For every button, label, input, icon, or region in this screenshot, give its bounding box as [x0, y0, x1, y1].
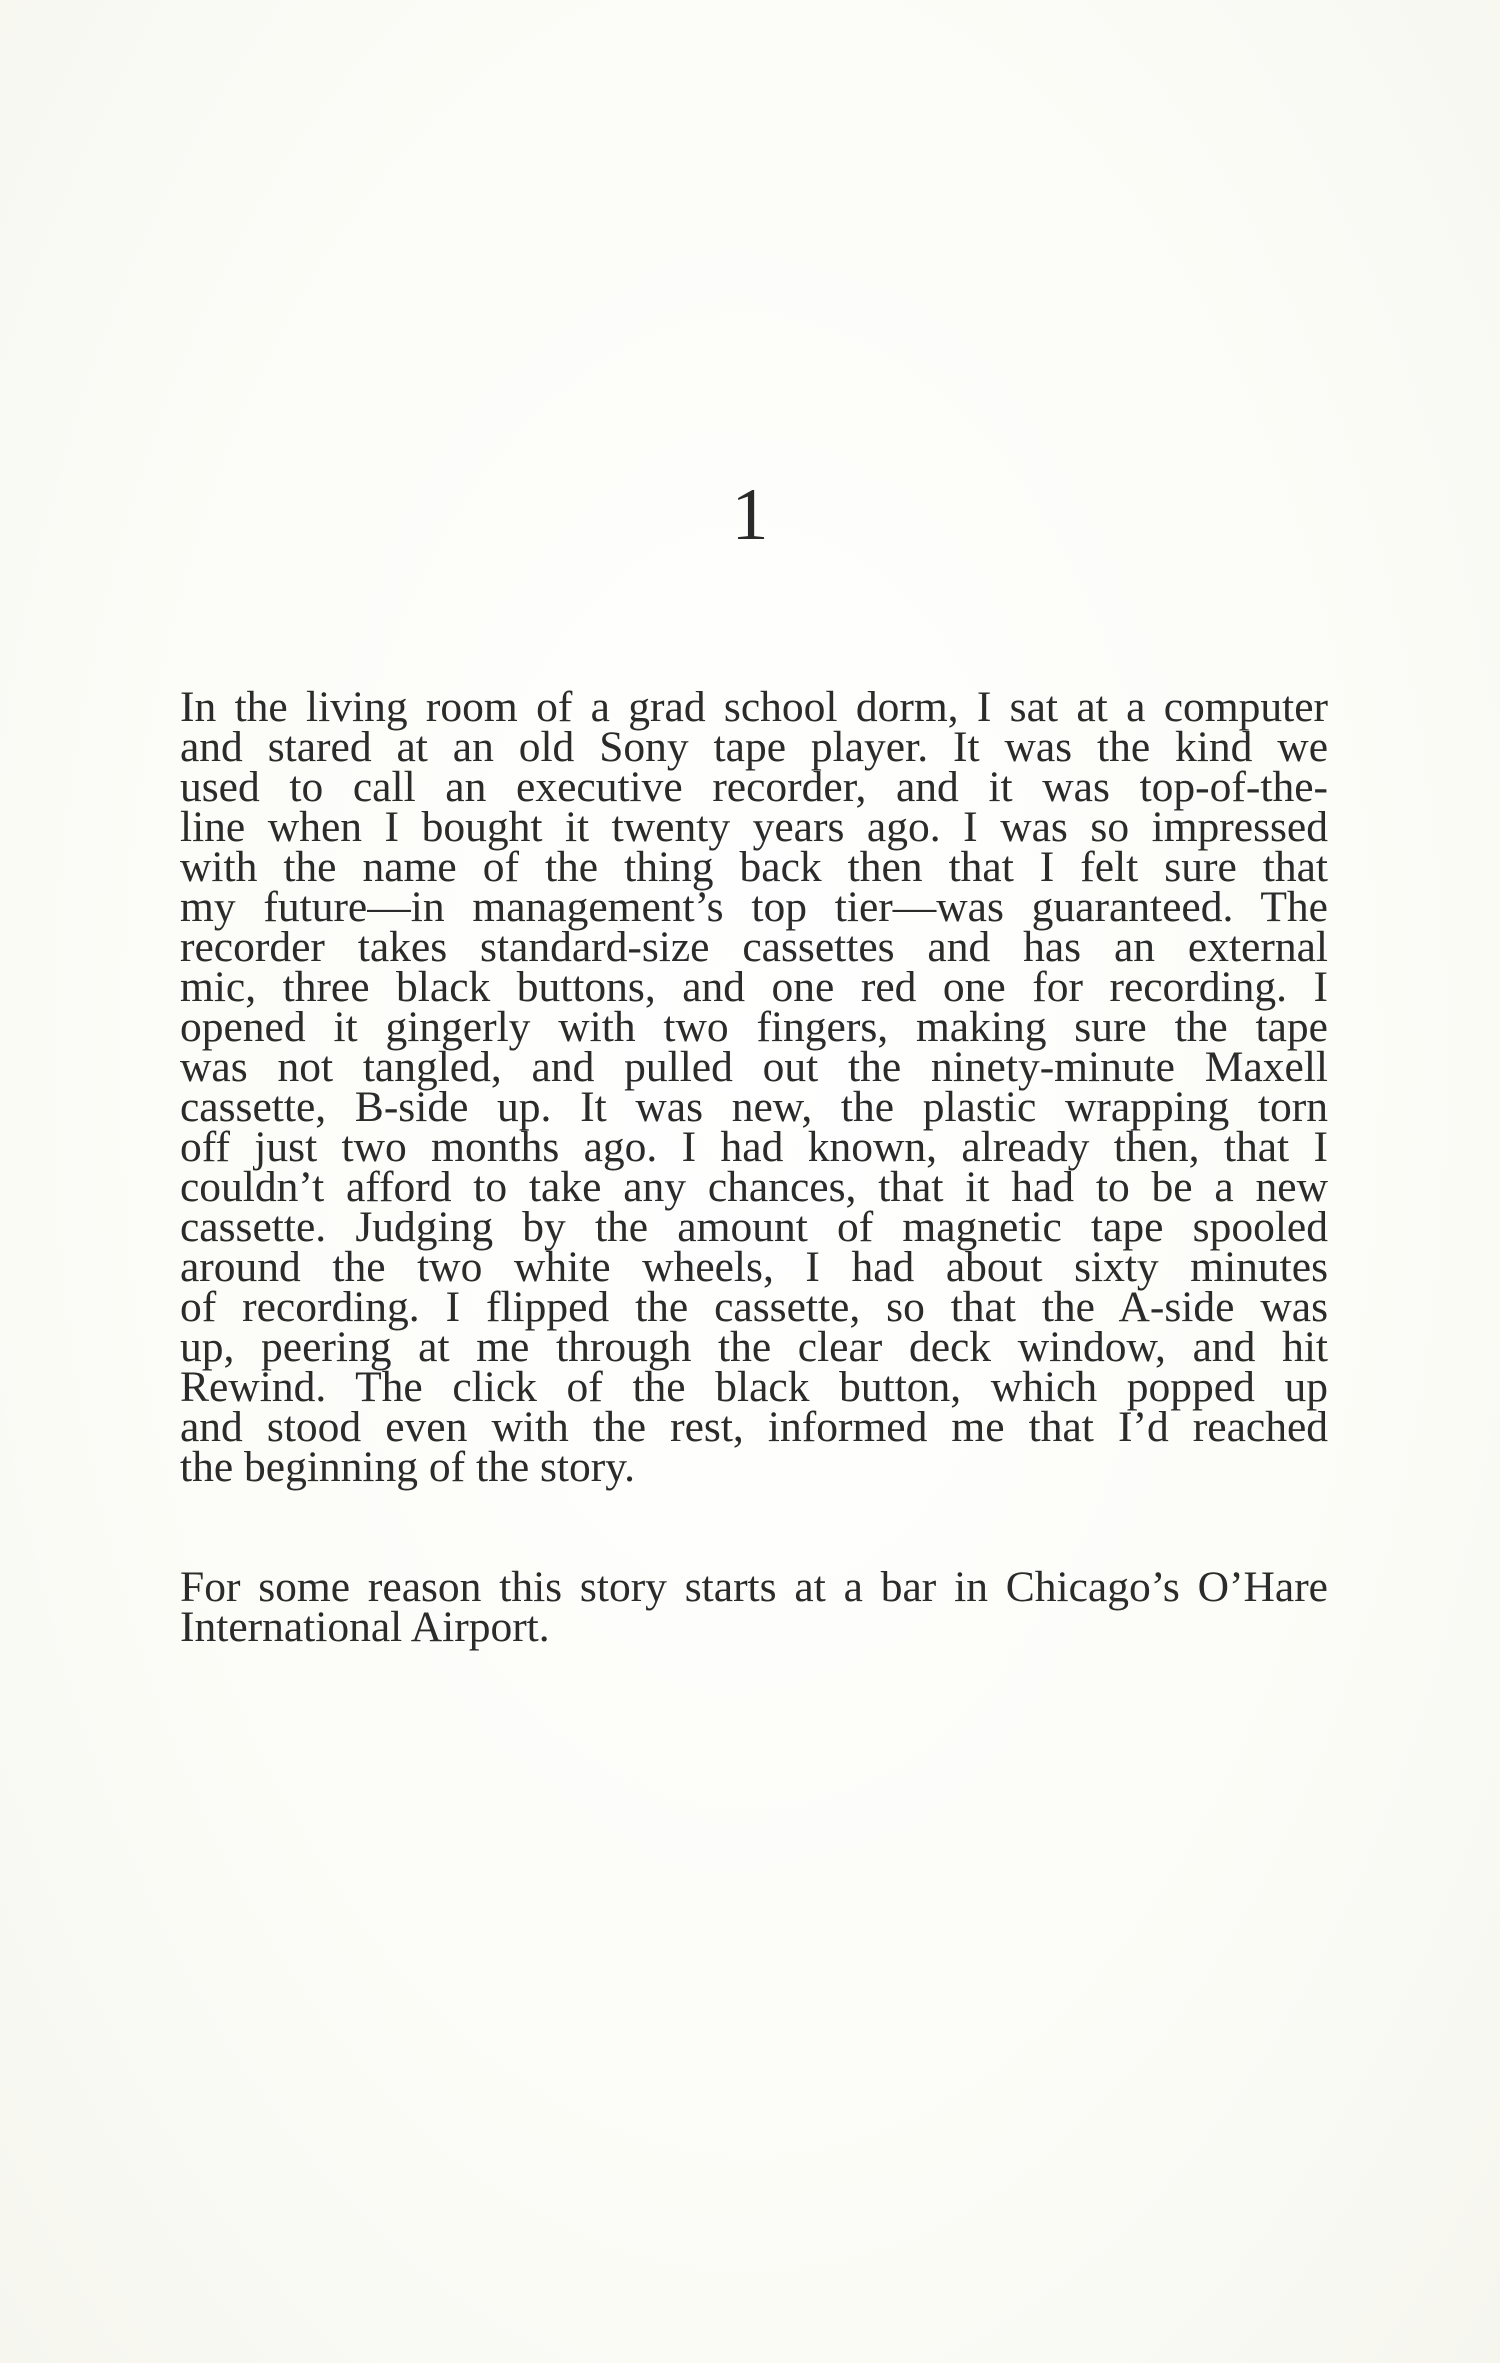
text-line: and stared at an old Sony tape player. It was the kind we — [180, 723, 1328, 771]
text-line: In the living room of a grad school dorm, I sat at a computer — [180, 683, 1328, 731]
text-line: around the two white wheels, I had about sixty minutes — [180, 1243, 1328, 1291]
text-line: mic, three black buttons, and one red one for recording. I — [180, 963, 1328, 1011]
text-line: off just two months ago. I had known, already then, that I — [180, 1123, 1328, 1171]
text-line: opened it gingerly with two fingers, making sure the tape — [180, 1003, 1328, 1051]
chapter-number: 1 — [731, 474, 769, 556]
text-line: couldn’t afford to take any chances, that it had to be a new — [180, 1163, 1328, 1211]
text-line: the beginning of the story. — [180, 1443, 636, 1491]
text-line: of recording. I flipped the cassette, so that the A-side was — [180, 1283, 1328, 1331]
text-line: recorder takes standard-size cassettes and has an external — [180, 923, 1328, 971]
text-line: was not tangled, and pulled out the ninety-minute Maxell — [180, 1043, 1328, 1091]
text-line: my future—in management’s top tier—was guaranteed. The — [180, 883, 1328, 931]
text-line: cassette, B-side up. It was new, the plastic wrapping torn — [180, 1083, 1328, 1131]
text-line: up, peering at me through the clear deck window, and hit — [180, 1323, 1328, 1371]
text-line: line when I bought it twenty years ago. I was so impressed — [180, 803, 1328, 851]
text-line: cassette. Judging by the amount of magnetic tape spooled — [180, 1203, 1328, 1251]
text-line: and stood even with the rest, informed me that I’d reached — [180, 1403, 1328, 1451]
text-line: with the name of the thing back then that I felt sure that — [180, 843, 1328, 891]
text-line: used to call an executive recorder, and it was top-of-the- — [180, 763, 1328, 811]
text-line: Rewind. The click of the black button, which popped up — [180, 1363, 1328, 1411]
text-line: International Airport. — [180, 1603, 550, 1651]
text-line: For some reason this story starts at a bar in Chicago’s O’Hare — [180, 1563, 1328, 1611]
